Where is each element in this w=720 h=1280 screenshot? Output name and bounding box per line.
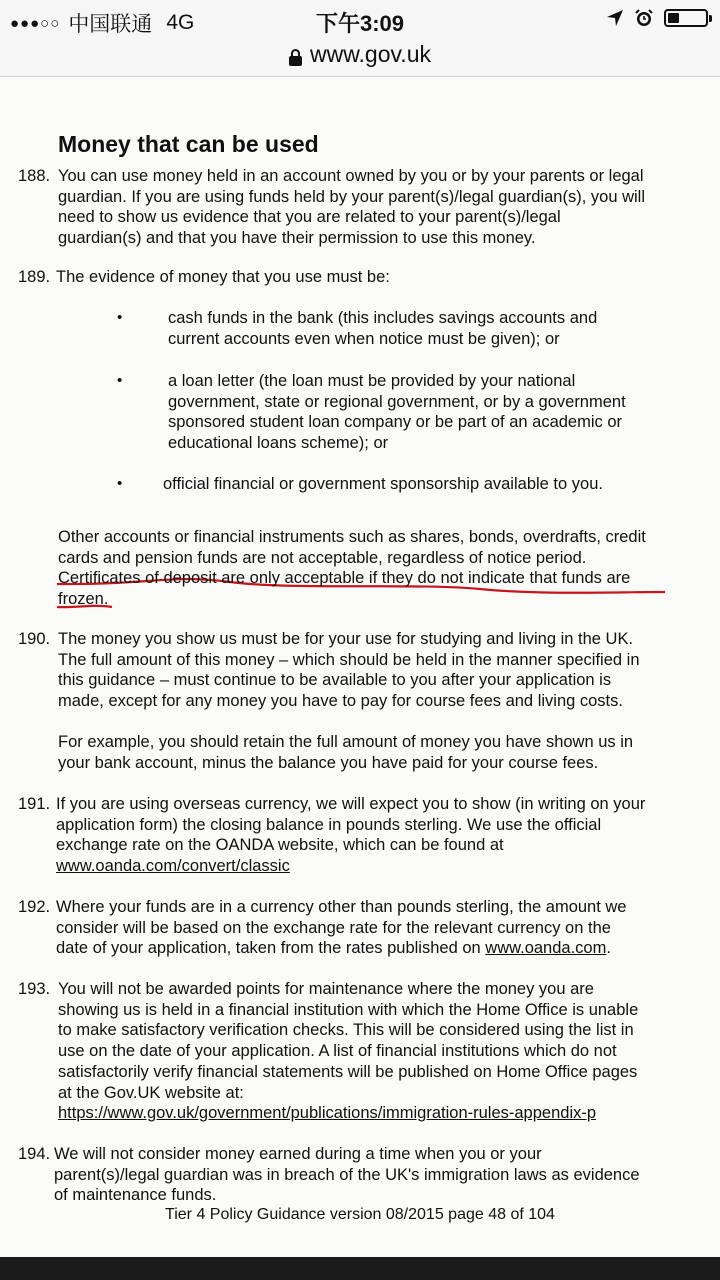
- text-line: of maintenance funds.: [54, 1186, 217, 1205]
- text-line: We will not consider money earned during a time when you or your: [54, 1145, 542, 1163]
- text-line: official financial or government sponsorship available to you.: [163, 475, 603, 493]
- text-line: The money you show us must be for your use for studying and living in the UK.: [58, 630, 634, 648]
- text-line: Other accounts or financial instruments such as shares, bonds, overdrafts, credit: [58, 528, 646, 546]
- text-line: guardian. If you are using funds held by your parent(s)/legal guardian(s), you will: [58, 187, 645, 206]
- paragraph-190: [18, 629, 708, 712]
- text-line: consider will be based on the exchange rate for the relevant currency on the: [56, 918, 611, 937]
- lock-icon: [289, 49, 302, 65]
- paragraph-194: [18, 1144, 708, 1206]
- text-line: Where your funds are in a currency other than pounds sterling, the amount we: [56, 898, 627, 916]
- text-line: need to show us evidence that you are related to your parent(s)/legal: [58, 208, 561, 227]
- oanda-link[interactable]: www.oanda.com: [485, 939, 607, 958]
- text-line: You will not be awarded points for maintenance where the money you are: [58, 980, 594, 998]
- text-line: showing us is held in a financial institution with which the Home Office is unable: [58, 1000, 639, 1019]
- text-line: date of your application, taken from the rates published on: [56, 939, 486, 958]
- text-line: government, state or regional government, or by a government: [168, 392, 626, 411]
- bullet-icon: •: [117, 372, 123, 389]
- text-line: this guidance – must continue to be available to you after your application is: [58, 671, 612, 690]
- text-line: use on the date of your application. A list of financial institutions which do not: [58, 1042, 617, 1061]
- text-line: frozen.: [58, 590, 109, 609]
- alarm-clock-icon: [634, 8, 654, 28]
- document-page: [0, 77, 720, 1257]
- text-line: application form) the closing balance in pounds sterling. We use the official: [56, 815, 602, 834]
- text-line: to make satisfactory verification checks. This will be considered using the list in: [58, 1021, 634, 1040]
- status-bar: [0, 0, 720, 40]
- paragraph-number: 191.: [18, 795, 51, 813]
- paragraph-number: 189.: [18, 268, 51, 286]
- paragraph-number: 194.: [18, 1145, 51, 1163]
- text-line: The full amount of this money – which should be held in the manner specified in: [58, 650, 640, 669]
- text-line: cash funds in the bank (this includes savings accounts and: [168, 309, 598, 327]
- paragraph-191: [18, 794, 708, 877]
- text-line: The evidence of money that you use must be:: [56, 268, 390, 286]
- text-line: exchange rate on the OANDA website, which can be found at: [56, 836, 504, 855]
- status-time: 下午3:09: [315, 11, 405, 36]
- text-line: your bank account, minus the balance you have paid for your course fees.: [58, 753, 599, 772]
- bottom-toolbar: [0, 1257, 720, 1280]
- bullet-icon: •: [117, 475, 123, 492]
- text-line: parent(s)/legal guardian was in breach of the UK's immigration laws as evidence: [54, 1165, 640, 1184]
- url-text: www.gov.uk: [309, 41, 431, 67]
- page-footer: Tier 4 Policy Guidance version 08/2015 page 48 of 104: [165, 1206, 555, 1223]
- location-arrow-icon: [606, 9, 624, 27]
- text-line: satisfactorily verify financial statements will be published on Home Office pages: [58, 1062, 638, 1081]
- text-line: current accounts even when notice must be given); or: [168, 329, 560, 348]
- text-line: .: [606, 939, 611, 958]
- battery-level-fill: [668, 13, 679, 23]
- text-line: made, except for any money you have to pay for course fees and living costs.: [58, 692, 623, 711]
- text-line: cards and pension funds are not acceptable, regardless of notice period.: [58, 548, 587, 567]
- carrier-name: 中国联通: [68, 13, 153, 36]
- paragraph-188: [18, 166, 708, 249]
- text-line: at the Gov.UK website at:: [58, 1083, 244, 1102]
- paragraph-190-example: [58, 732, 708, 773]
- oanda-converter-link[interactable]: www.oanda.com/convert/classic: [56, 857, 290, 876]
- battery-icon: [664, 9, 708, 27]
- paragraph-189-continued: [58, 527, 708, 610]
- paragraph-number: 193.: [18, 980, 51, 998]
- paragraph-number: 188.: [18, 167, 51, 185]
- signal-strength: ●●●○○: [10, 14, 61, 32]
- paragraph-193: [18, 979, 708, 1124]
- bullet-icon: •: [117, 309, 123, 326]
- paragraph-number: 190.: [18, 630, 51, 648]
- text-line: a loan letter (the loan must be provided by your national: [168, 372, 576, 390]
- text-line: Certificates of deposit are only acceptable if they do not indicate that funds are: [58, 569, 631, 588]
- text-line: If you are using overseas currency, we will expect you to show (in writing on your: [56, 795, 646, 813]
- text-line: educational loans scheme); or: [168, 434, 389, 453]
- address-bar[interactable]: [0, 40, 720, 77]
- text-line: You can use money held in an account owned by you or by your parents or legal: [58, 167, 644, 185]
- gov-uk-appendix-link[interactable]: https://www.gov.uk/government/publications/immigration-rules-appendix-p: [58, 1104, 597, 1123]
- paragraph-192: [18, 897, 708, 959]
- paragraph-number: 192.: [18, 898, 51, 916]
- text-line: For example, you should retain the full amount of money you have shown us in: [58, 733, 634, 751]
- text-line: guardian(s) and that you have their permission to use this money.: [58, 229, 536, 248]
- network-type: 4G: [166, 11, 195, 34]
- section-title: Money that can be used: [58, 131, 319, 157]
- text-line: sponsored student loan company or be part of an academic or: [168, 413, 623, 432]
- paragraph-189: [18, 267, 708, 288]
